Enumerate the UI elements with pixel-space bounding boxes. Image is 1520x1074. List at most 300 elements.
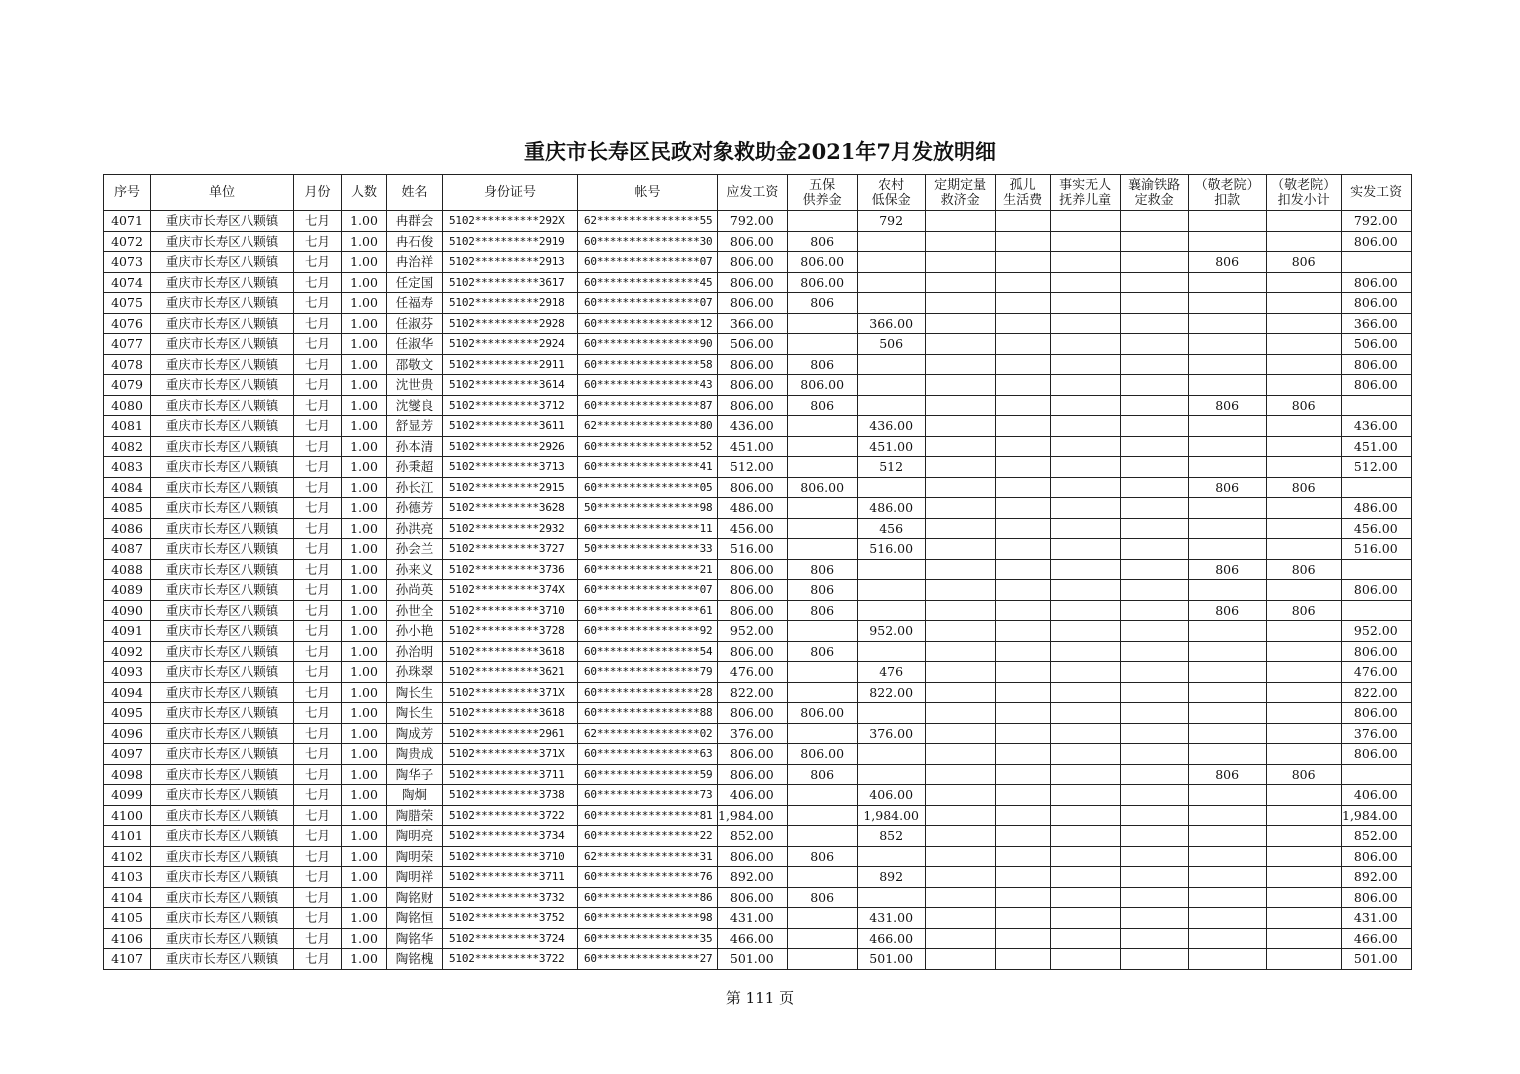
table-cell: 陶华子 xyxy=(387,764,443,785)
table-cell: 806.00 xyxy=(718,641,788,662)
table-cell xyxy=(1120,805,1188,826)
column-header: 孤儿 生活费 xyxy=(995,175,1050,211)
table-cell xyxy=(1120,867,1188,888)
table-cell xyxy=(925,375,995,396)
table-row xyxy=(104,682,1412,703)
table-cell xyxy=(1120,703,1188,724)
table-cell: 806.00 xyxy=(718,846,788,867)
table-cell xyxy=(995,662,1050,683)
table-cell xyxy=(995,334,1050,355)
table-cell: 5102**********3728 xyxy=(443,621,578,642)
table-cell: 436.00 xyxy=(718,416,788,437)
table-cell: 806.00 xyxy=(787,272,857,293)
table-cell: 366.00 xyxy=(1341,313,1411,334)
table-cell: 4105 xyxy=(104,908,151,929)
table-cell: 5102**********2911 xyxy=(443,354,578,375)
table-cell xyxy=(857,231,925,252)
table-cell xyxy=(1266,662,1341,683)
table-cell: 486.00 xyxy=(718,498,788,519)
table-cell xyxy=(925,928,995,949)
table-cell xyxy=(1188,662,1266,683)
table-cell xyxy=(1266,908,1341,929)
table-cell: 任淑芬 xyxy=(387,313,443,334)
table-cell xyxy=(925,867,995,888)
table-row xyxy=(104,744,1412,765)
table-cell xyxy=(1120,436,1188,457)
table-cell: 沈世贵 xyxy=(387,375,443,396)
table-cell xyxy=(925,846,995,867)
table-cell: 60****************30 xyxy=(578,231,718,252)
table-cell: 62****************80 xyxy=(578,416,718,437)
column-header: 五保 供养金 xyxy=(787,175,857,211)
table-cell: 5102**********3711 xyxy=(443,867,578,888)
table-cell xyxy=(925,498,995,519)
table-cell xyxy=(1120,272,1188,293)
table-cell: 4106 xyxy=(104,928,151,949)
table-cell: 806 xyxy=(1188,600,1266,621)
table-cell xyxy=(1050,436,1120,457)
table-row xyxy=(104,785,1412,806)
table-cell: 50****************98 xyxy=(578,498,718,519)
table-cell: 陶明祥 xyxy=(387,867,443,888)
table-cell: 806 xyxy=(1266,764,1341,785)
table-cell xyxy=(1120,518,1188,539)
table-cell xyxy=(1120,375,1188,396)
table-cell: 任定国 xyxy=(387,272,443,293)
table-cell xyxy=(1050,375,1120,396)
table-cell: 1.00 xyxy=(342,252,387,273)
table-cell: 七月 xyxy=(294,436,342,457)
table-cell: 5102**********371X xyxy=(443,682,578,703)
table-cell: 5102**********3621 xyxy=(443,662,578,683)
table-cell: 806.00 xyxy=(718,703,788,724)
table-cell: 806.00 xyxy=(718,395,788,416)
table-cell xyxy=(1120,477,1188,498)
table-cell: 七月 xyxy=(294,723,342,744)
table-cell xyxy=(1050,641,1120,662)
table-cell: 重庆市长寿区八颗镇 xyxy=(151,682,294,703)
table-cell: 4083 xyxy=(104,457,151,478)
table-cell xyxy=(1050,723,1120,744)
table-cell: 1.00 xyxy=(342,805,387,826)
table-cell: 1.00 xyxy=(342,436,387,457)
table-cell: 4084 xyxy=(104,477,151,498)
table-cell xyxy=(995,887,1050,908)
table-cell: 4082 xyxy=(104,436,151,457)
table-cell xyxy=(787,436,857,457)
table-cell xyxy=(1050,621,1120,642)
table-cell: 60****************61 xyxy=(578,600,718,621)
table-cell: 952.00 xyxy=(718,621,788,642)
table-cell: 436.00 xyxy=(1341,416,1411,437)
table-cell: 重庆市长寿区八颗镇 xyxy=(151,600,294,621)
table-row xyxy=(104,518,1412,539)
table-cell: 806 xyxy=(1188,764,1266,785)
table-cell xyxy=(995,211,1050,232)
table-cell xyxy=(925,518,995,539)
table-cell: 重庆市长寿区八颗镇 xyxy=(151,477,294,498)
table-cell: 孙本清 xyxy=(387,436,443,457)
table-cell: 892 xyxy=(857,867,925,888)
table-cell: 陶铭华 xyxy=(387,928,443,949)
table-cell: 1,984.00 xyxy=(1341,805,1411,826)
table-cell: 4088 xyxy=(104,559,151,580)
table-cell: 501.00 xyxy=(1341,949,1411,970)
table-cell xyxy=(1120,949,1188,970)
table-cell: 陶长生 xyxy=(387,703,443,724)
table-cell xyxy=(1266,682,1341,703)
table-cell: 806 xyxy=(787,600,857,621)
table-row xyxy=(104,457,1412,478)
table-cell: 62****************55 xyxy=(578,211,718,232)
table-cell: 4073 xyxy=(104,252,151,273)
table-cell: 七月 xyxy=(294,334,342,355)
table-cell xyxy=(1266,293,1341,314)
table-cell xyxy=(787,498,857,519)
column-header: 序号 xyxy=(104,175,151,211)
table-row xyxy=(104,826,1412,847)
table-cell xyxy=(1050,231,1120,252)
table-cell: 七月 xyxy=(294,682,342,703)
table-cell: 1.00 xyxy=(342,477,387,498)
table-cell: 512.00 xyxy=(718,457,788,478)
table-cell: 60****************73 xyxy=(578,785,718,806)
table-cell: 512 xyxy=(857,457,925,478)
table-cell: 七月 xyxy=(294,498,342,519)
table-cell: 1.00 xyxy=(342,272,387,293)
table-cell: 4094 xyxy=(104,682,151,703)
table-cell: 806 xyxy=(1188,395,1266,416)
table-cell: 4097 xyxy=(104,744,151,765)
table-cell: 806.00 xyxy=(787,477,857,498)
column-header: 事实无人 抚养儿童 xyxy=(1050,175,1120,211)
table-cell: 506.00 xyxy=(1341,334,1411,355)
table-cell: 4107 xyxy=(104,949,151,970)
table-row xyxy=(104,211,1412,232)
table-cell: 4074 xyxy=(104,272,151,293)
table-cell: 4089 xyxy=(104,580,151,601)
table-cell: 806.00 xyxy=(1341,580,1411,601)
table-cell: 60****************54 xyxy=(578,641,718,662)
table-cell: 822.00 xyxy=(718,682,788,703)
table-cell: 4079 xyxy=(104,375,151,396)
table-cell: 806 xyxy=(787,559,857,580)
table-cell: 5102**********371X xyxy=(443,744,578,765)
table-cell: 431.00 xyxy=(1341,908,1411,929)
table-cell: 4086 xyxy=(104,518,151,539)
table-cell xyxy=(925,641,995,662)
table-cell xyxy=(1120,252,1188,273)
table-cell: 1.00 xyxy=(342,354,387,375)
table-cell: 重庆市长寿区八颗镇 xyxy=(151,498,294,519)
table-cell xyxy=(925,826,995,847)
table-cell xyxy=(1341,477,1411,498)
table-body xyxy=(104,211,1412,970)
table-cell: 任淑华 xyxy=(387,334,443,355)
table-cell: 重庆市长寿区八颗镇 xyxy=(151,580,294,601)
table-cell xyxy=(1120,908,1188,929)
table-cell: 孙秉超 xyxy=(387,457,443,478)
table-cell: 七月 xyxy=(294,211,342,232)
table-cell: 5102**********2928 xyxy=(443,313,578,334)
table-cell: 852 xyxy=(857,826,925,847)
table-cell xyxy=(857,395,925,416)
table-cell: 952.00 xyxy=(857,621,925,642)
table-cell: 60****************43 xyxy=(578,375,718,396)
table-cell xyxy=(1050,334,1120,355)
table-cell: 1.00 xyxy=(342,313,387,334)
table-cell xyxy=(1120,457,1188,478)
table-row xyxy=(104,928,1412,949)
table-cell: 七月 xyxy=(294,826,342,847)
table-cell xyxy=(925,539,995,560)
table-cell xyxy=(995,703,1050,724)
table-cell: 806.00 xyxy=(1341,703,1411,724)
table-cell xyxy=(1266,621,1341,642)
table-row xyxy=(104,416,1412,437)
table-cell: 1.00 xyxy=(342,928,387,949)
table-row xyxy=(104,908,1412,929)
table-cell: 506 xyxy=(857,334,925,355)
table-cell: 501.00 xyxy=(718,949,788,970)
table-cell xyxy=(1266,805,1341,826)
table-cell xyxy=(1266,416,1341,437)
table-cell xyxy=(1266,703,1341,724)
table-cell xyxy=(787,416,857,437)
table-cell xyxy=(1341,600,1411,621)
table-cell xyxy=(1266,354,1341,375)
table-cell: 舒显芳 xyxy=(387,416,443,437)
table-row xyxy=(104,293,1412,314)
table-cell xyxy=(995,252,1050,273)
table-cell: 60****************22 xyxy=(578,826,718,847)
table-cell: 4081 xyxy=(104,416,151,437)
table-cell: 366.00 xyxy=(857,313,925,334)
table-cell: 806.00 xyxy=(1341,231,1411,252)
table-cell: 436.00 xyxy=(857,416,925,437)
table-row xyxy=(104,723,1412,744)
table-cell xyxy=(857,354,925,375)
table-cell xyxy=(1266,867,1341,888)
table-row xyxy=(104,334,1412,355)
table-cell: 七月 xyxy=(294,785,342,806)
table-cell xyxy=(1188,887,1266,908)
table-cell: 806 xyxy=(787,641,857,662)
table-cell: 451.00 xyxy=(857,436,925,457)
table-cell: 806.00 xyxy=(718,477,788,498)
table-cell: 60****************90 xyxy=(578,334,718,355)
table-cell: 806.00 xyxy=(787,744,857,765)
table-cell xyxy=(1120,662,1188,683)
table-cell xyxy=(1120,231,1188,252)
table-cell xyxy=(995,231,1050,252)
table-cell: 822.00 xyxy=(857,682,925,703)
table-row xyxy=(104,354,1412,375)
column-header: （敬老院） 扣发小计 xyxy=(1266,175,1341,211)
table-cell xyxy=(995,764,1050,785)
table-cell: 456.00 xyxy=(1341,518,1411,539)
table-cell: 重庆市长寿区八颗镇 xyxy=(151,313,294,334)
table-cell: 1.00 xyxy=(342,846,387,867)
table-cell: 466.00 xyxy=(857,928,925,949)
table-cell xyxy=(925,764,995,785)
table-cell xyxy=(1266,949,1341,970)
table-cell: 重庆市长寿区八颗镇 xyxy=(151,928,294,949)
table-row xyxy=(104,764,1412,785)
table-cell xyxy=(995,559,1050,580)
column-header: 襄渝铁路 定救金 xyxy=(1120,175,1188,211)
table-cell: 60****************58 xyxy=(578,354,718,375)
table-cell: 952.00 xyxy=(1341,621,1411,642)
table-cell: 406.00 xyxy=(718,785,788,806)
table-cell: 806.00 xyxy=(718,231,788,252)
table-cell xyxy=(857,272,925,293)
table-cell: 七月 xyxy=(294,908,342,929)
table-cell xyxy=(787,949,857,970)
table-cell: 892.00 xyxy=(718,867,788,888)
table-row xyxy=(104,498,1412,519)
table-cell xyxy=(925,662,995,683)
table-cell xyxy=(925,805,995,826)
table-cell: 431.00 xyxy=(718,908,788,929)
table-cell xyxy=(1188,805,1266,826)
page-number: 第 111 页 xyxy=(725,989,795,1007)
table-cell xyxy=(995,621,1050,642)
table-cell xyxy=(1120,785,1188,806)
table-cell: 冉群会 xyxy=(387,211,443,232)
table-cell: 1.00 xyxy=(342,662,387,683)
table-cell xyxy=(1188,723,1266,744)
table-cell: 七月 xyxy=(294,293,342,314)
table-cell: 陶贵成 xyxy=(387,744,443,765)
table-cell: 5102**********2915 xyxy=(443,477,578,498)
table-cell xyxy=(995,641,1050,662)
table-cell: 806 xyxy=(787,354,857,375)
table-row xyxy=(104,231,1412,252)
table-cell: 431.00 xyxy=(857,908,925,929)
table-row xyxy=(104,703,1412,724)
table-cell xyxy=(787,211,857,232)
table-cell xyxy=(1188,621,1266,642)
table-cell xyxy=(995,928,1050,949)
table-cell xyxy=(1120,498,1188,519)
table-cell xyxy=(995,375,1050,396)
table-cell: 4077 xyxy=(104,334,151,355)
table-cell xyxy=(787,539,857,560)
table-cell xyxy=(1266,928,1341,949)
table-cell: 5102**********292X xyxy=(443,211,578,232)
table-cell xyxy=(1188,416,1266,437)
table-cell: 七月 xyxy=(294,846,342,867)
table-cell: 任福寿 xyxy=(387,293,443,314)
table-cell: 5102**********2924 xyxy=(443,334,578,355)
table-cell: 60****************88 xyxy=(578,703,718,724)
table-cell: 1.00 xyxy=(342,580,387,601)
table-cell xyxy=(1188,313,1266,334)
table-cell: 重庆市长寿区八颗镇 xyxy=(151,744,294,765)
table-cell: 1.00 xyxy=(342,641,387,662)
table-cell xyxy=(925,395,995,416)
table-cell: 366.00 xyxy=(718,313,788,334)
table-cell: 5102**********3611 xyxy=(443,416,578,437)
table-cell: 60****************86 xyxy=(578,887,718,908)
table-cell: 七月 xyxy=(294,949,342,970)
table-cell xyxy=(925,457,995,478)
table-cell xyxy=(1341,395,1411,416)
table-cell: 5102**********3614 xyxy=(443,375,578,396)
table-cell: 806.00 xyxy=(718,744,788,765)
table-cell xyxy=(1120,641,1188,662)
table-cell: 4100 xyxy=(104,805,151,826)
table-cell xyxy=(1050,293,1120,314)
table-cell: 陶铭恒 xyxy=(387,908,443,929)
table-cell: 486.00 xyxy=(1341,498,1411,519)
table-cell xyxy=(995,457,1050,478)
column-header: 人数 xyxy=(342,175,387,211)
table-cell: 1.00 xyxy=(342,211,387,232)
table-cell xyxy=(1050,559,1120,580)
table-cell xyxy=(1266,580,1341,601)
table-cell xyxy=(925,313,995,334)
table-cell: 5102**********3724 xyxy=(443,928,578,949)
table-cell: 1.00 xyxy=(342,600,387,621)
table-cell: 重庆市长寿区八颗镇 xyxy=(151,949,294,970)
table-cell xyxy=(1188,518,1266,539)
table-cell xyxy=(1050,539,1120,560)
table-cell xyxy=(1120,580,1188,601)
table-cell xyxy=(1120,846,1188,867)
table-cell xyxy=(1120,887,1188,908)
table-cell xyxy=(925,621,995,642)
table-cell xyxy=(1050,662,1120,683)
table-cell xyxy=(1120,313,1188,334)
table-cell: 1.00 xyxy=(342,457,387,478)
table-cell: 4087 xyxy=(104,539,151,560)
table-cell: 806 xyxy=(1188,559,1266,580)
table-cell: 陶明荣 xyxy=(387,846,443,867)
table-cell xyxy=(1050,928,1120,949)
column-header: 农村 低保金 xyxy=(857,175,925,211)
table-cell: 七月 xyxy=(294,477,342,498)
table-cell: 852.00 xyxy=(718,826,788,847)
table-cell xyxy=(1188,928,1266,949)
table-row xyxy=(104,375,1412,396)
table-cell xyxy=(1188,293,1266,314)
table-cell: 重庆市长寿区八颗镇 xyxy=(151,887,294,908)
table-cell xyxy=(995,436,1050,457)
table-cell: 1,984.00 xyxy=(857,805,925,826)
table-cell: 七月 xyxy=(294,662,342,683)
table-row xyxy=(104,252,1412,273)
table-cell: 60****************41 xyxy=(578,457,718,478)
table-cell xyxy=(1341,252,1411,273)
table-cell xyxy=(1266,723,1341,744)
table-cell: 重庆市长寿区八颗镇 xyxy=(151,272,294,293)
table-cell: 5102**********2919 xyxy=(443,231,578,252)
table-cell: 4075 xyxy=(104,293,151,314)
table-cell xyxy=(1188,785,1266,806)
table-cell: 1.00 xyxy=(342,293,387,314)
table-cell: 806.00 xyxy=(787,703,857,724)
table-cell: 陶腊荣 xyxy=(387,805,443,826)
table-cell: 456 xyxy=(857,518,925,539)
table-cell: 七月 xyxy=(294,805,342,826)
table-cell: 5102**********3722 xyxy=(443,805,578,826)
table-cell xyxy=(1188,354,1266,375)
table-cell xyxy=(1120,764,1188,785)
table-cell: 七月 xyxy=(294,703,342,724)
table-header-row xyxy=(104,175,1412,211)
